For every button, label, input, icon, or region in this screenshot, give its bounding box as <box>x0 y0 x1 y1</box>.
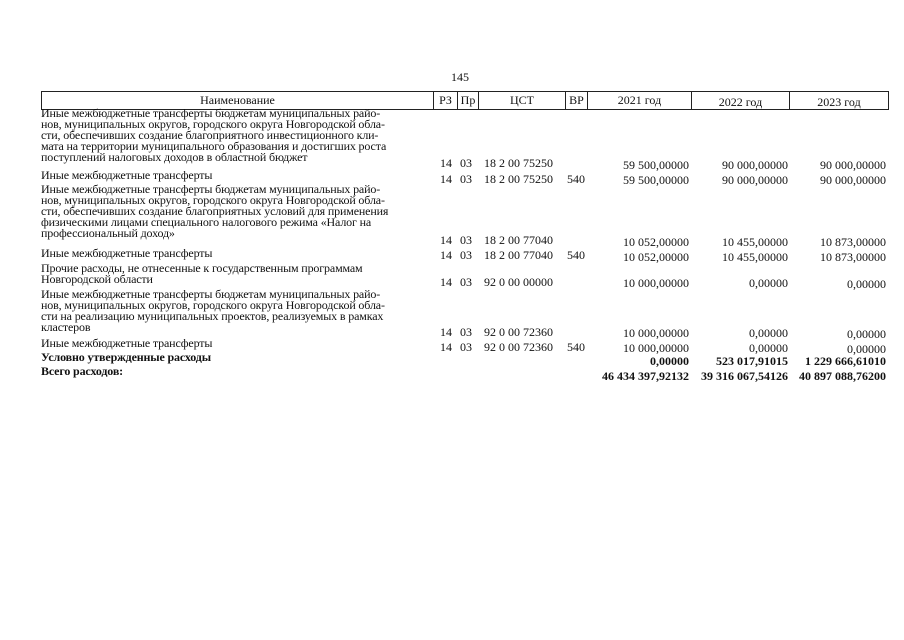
row-name-line: Иные межбюджетные трансферты <box>41 336 213 350</box>
page-number: 145 <box>451 70 469 84</box>
cell-2022: 0,00000 <box>749 326 788 340</box>
cell-2023: 10 873,00000 <box>820 235 886 249</box>
cell-pr: 03 <box>460 275 472 289</box>
row-name <box>41 170 433 181</box>
cell-2021: 10 000,00000 <box>623 276 689 290</box>
header-pr: Пр <box>460 93 476 107</box>
row-name-line: Иные межбюджетные трансферты <box>41 246 213 260</box>
cell-vr: 540 <box>567 172 585 186</box>
cell-2022: 0,00000 <box>749 341 788 355</box>
row-name-line: сти, обеспечивших создание благоприятных условий для применения <box>41 204 389 218</box>
header-top-border <box>41 91 889 92</box>
cell-pr: 03 <box>460 156 472 170</box>
cell-2023: 1 229 666,61010 <box>805 354 886 368</box>
cell-2021: 59 500,00000 <box>623 173 689 187</box>
cell-pr: 03 <box>460 248 472 262</box>
row-name-line: сти, обеспечивших создание благоприятного инвестиционного кли- <box>41 128 379 142</box>
cell-2022: 10 455,00000 <box>722 235 788 249</box>
header-2022: 2022 год <box>718 95 763 109</box>
cell-rz: 14 <box>440 325 452 339</box>
cell-cst: 18 2 00 77040 <box>484 233 553 247</box>
cell-2022: 523 017,91015 <box>716 354 788 368</box>
row-name <box>41 108 433 163</box>
cell-2021: 46 434 397,92132 <box>602 369 689 383</box>
cell-vr: 540 <box>567 248 585 262</box>
header-divider <box>888 91 889 110</box>
header-vr: ВР <box>569 93 584 107</box>
row-name-line: поступлений налоговых доходов в областной бюджет <box>41 150 308 164</box>
cell-2023: 10 873,00000 <box>820 250 886 264</box>
row-name-line: нов, муниципальных округов, городского округа Новгородской обла- <box>41 117 385 131</box>
cell-cst: 18 2 00 77040 <box>484 248 553 262</box>
cell-2021: 59 500,00000 <box>623 158 689 172</box>
cell-pr: 03 <box>460 340 472 354</box>
cell-2022: 90 000,00000 <box>722 158 788 172</box>
cell-2023: 0,00000 <box>847 342 886 356</box>
cell-rz: 14 <box>440 233 452 247</box>
cell-cst: 18 2 00 75250 <box>484 172 553 186</box>
cell-2022: 0,00000 <box>749 276 788 290</box>
cell-pr: 03 <box>460 325 472 339</box>
cell-cst: 18 2 00 75250 <box>484 156 553 170</box>
header-2021: 2021 год <box>617 93 662 107</box>
cell-2021: 10 052,00000 <box>623 235 689 249</box>
cell-2023: 90 000,00000 <box>820 158 886 172</box>
cell-rz: 14 <box>440 340 452 354</box>
row-name-line: Новгородской области <box>41 272 153 286</box>
header-cst: ЦСТ <box>510 93 534 107</box>
row-name <box>41 289 433 333</box>
cell-2023: 90 000,00000 <box>820 173 886 187</box>
row-name-line: кластеров <box>41 320 91 334</box>
cell-2023: 0,00000 <box>847 327 886 341</box>
cell-cst: 92 0 00 72360 <box>484 340 553 354</box>
row-name-line: нов, муниципальных округов, городского округа Новгородской обла- <box>41 193 385 207</box>
cell-cst: 92 0 00 72360 <box>484 325 553 339</box>
cell-2021: 10 000,00000 <box>623 341 689 355</box>
row-name-line: мата на территории муниципального образования и достигших роста <box>41 139 387 153</box>
cell-rz: 14 <box>440 248 452 262</box>
cell-rz: 14 <box>440 156 452 170</box>
cell-rz: 14 <box>440 172 452 186</box>
row-name-line: Иные межбюджетные трансферты бюджетам муниципальных райо- <box>41 106 381 120</box>
cell-2022: 90 000,00000 <box>722 173 788 187</box>
row-name-line: Иные межбюджетные трансферты бюджетам муниципальных райо- <box>41 182 381 196</box>
cell-2023: 40 897 088,76200 <box>799 369 886 383</box>
row-name <box>41 352 433 363</box>
cell-vr: 540 <box>567 340 585 354</box>
row-name-line: Прочие расходы, не отнесенные к государственным программам <box>41 261 363 275</box>
header-rz: РЗ <box>439 93 452 107</box>
cell-cst: 92 0 00 00000 <box>484 275 553 289</box>
row-name-line: Иные межбюджетные трансферты бюджетам муниципальных райо- <box>41 287 381 301</box>
row-name-line: сти на реализацию муниципальных проектов, реализуемых в рамках <box>41 309 384 323</box>
row-name <box>41 263 433 285</box>
row-name-line: профессиональный доход» <box>41 226 175 240</box>
cell-2022: 39 316 067,54126 <box>701 369 788 383</box>
row-name-line: Условно утвержденные расходы <box>41 350 211 364</box>
row-name <box>41 248 433 259</box>
row-name <box>41 338 433 349</box>
row-name-line: Всего расходов: <box>41 364 123 378</box>
row-name-line: физическими лицами специального налогового режима «Налог на <box>41 215 372 229</box>
cell-rz: 14 <box>440 275 452 289</box>
cell-pr: 03 <box>460 172 472 186</box>
cell-2022: 10 455,00000 <box>722 250 788 264</box>
cell-2021: 10 000,00000 <box>623 326 689 340</box>
row-name <box>41 366 433 377</box>
cell-2021: 10 052,00000 <box>623 250 689 264</box>
row-name <box>41 184 433 239</box>
cell-2023: 0,00000 <box>847 277 886 291</box>
row-name-line: нов, муниципальных округов, городского округа Новгородской обла- <box>41 298 385 312</box>
header-2023: 2023 год <box>817 95 861 109</box>
cell-2021: 0,00000 <box>650 354 689 368</box>
header-name: Наименование <box>200 93 275 107</box>
row-name-line: Иные межбюджетные трансферты <box>41 168 213 182</box>
cell-pr: 03 <box>460 233 472 247</box>
